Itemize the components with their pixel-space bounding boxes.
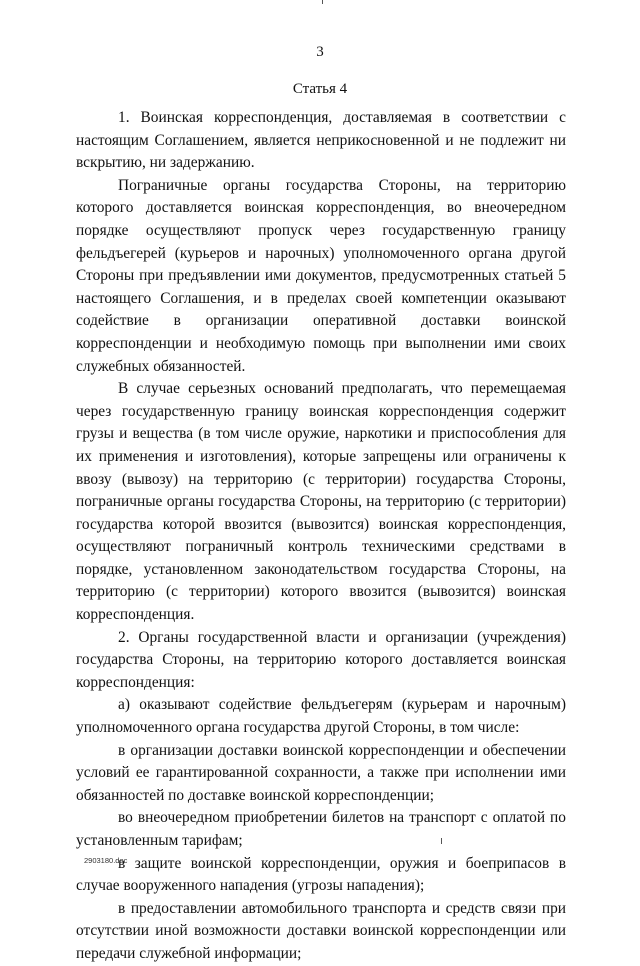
paragraph-7: во внеочередном приобретении билетов на транспорт с оплатой по установленным тарифам;: [76, 809, 566, 849]
paragraph-6: в организации доставки воинской корреспонденции и обеспечении условий ее гарантированной сохранности, а также при исполнении ими обязанностей по доставке воинской корреспонденции;: [76, 741, 566, 804]
document-body: [76, 107, 566, 966]
footer-file-code: 2903180.doc: [84, 856, 128, 865]
paragraph-5: а) оказывают содействие фельдъегерям (курьерам и нарочным) уполномоченного органа государства другой Стороны, в том числе:: [76, 696, 566, 737]
paragraph-8: в защите воинской корреспонденции, оружия и боеприпасов в случае вооруженного нападения (угрозы нападения);: [76, 854, 566, 895]
scan-mark-top: [322, 0, 323, 4]
paragraph-9: в предоставлении автомобильного транспорта и средств связи при отсутствии иной возможности доставки воинской корреспонденции или передачи служебной информации;: [76, 899, 566, 962]
article-title: Статья 4: [292, 81, 348, 97]
scan-mark-bottom: [441, 838, 442, 844]
paragraph-4: 2. Органы государственной власти и организации (учреждения) государства Стороны, на территорию которого доставляется воинская корреспонденция:: [76, 628, 566, 691]
paragraph-1: 1. Воинская корреспонденция, доставляемая в соответствии с настоящим Соглашением, является неприкосновенной и не подлежит ни вскрытию, ни задержанию.: [76, 109, 566, 172]
paragraph-3: В случае серьезных оснований предполагать, что перемещаемая через государственную границу воинская корреспонденция содержит грузы и вещества (в том числе оружие, наркотики и приспособления для их применения и изготовления), которые запрещены или ограничены к ввозу (вывозу) на территорию (с территории) государства Стороны, пограничные органы государства Стороны, на территорию (с территории) государства которой ввозится (вывозится) воинская корреспонденция, осуществляют пограничный контроль техническими средствами в порядке, установленном законодательством государства Стороны, на территорию (с территории) которого ввозится (вывозится) воинская корреспонденция.: [76, 380, 566, 624]
paragraph-2: Пограничные органы государства Стороны, на территорию которого доставляется воинская корреспонденция, во внеочередном порядке осуществляют пропуск через государственную границу фельдъегерей (курьеров и нарочных) уполномоченного органа другой Стороны при предъявлении ими документов, предусмотренных статьей 5 настоящего Соглашения, и в пределах своей компетенции оказывают содействие в организации оперативной доставки воинской корреспонденции и необходимую помощь при выполнении ими своих служебных обязанностей.: [76, 176, 566, 375]
page-number: 3: [316, 44, 324, 60]
